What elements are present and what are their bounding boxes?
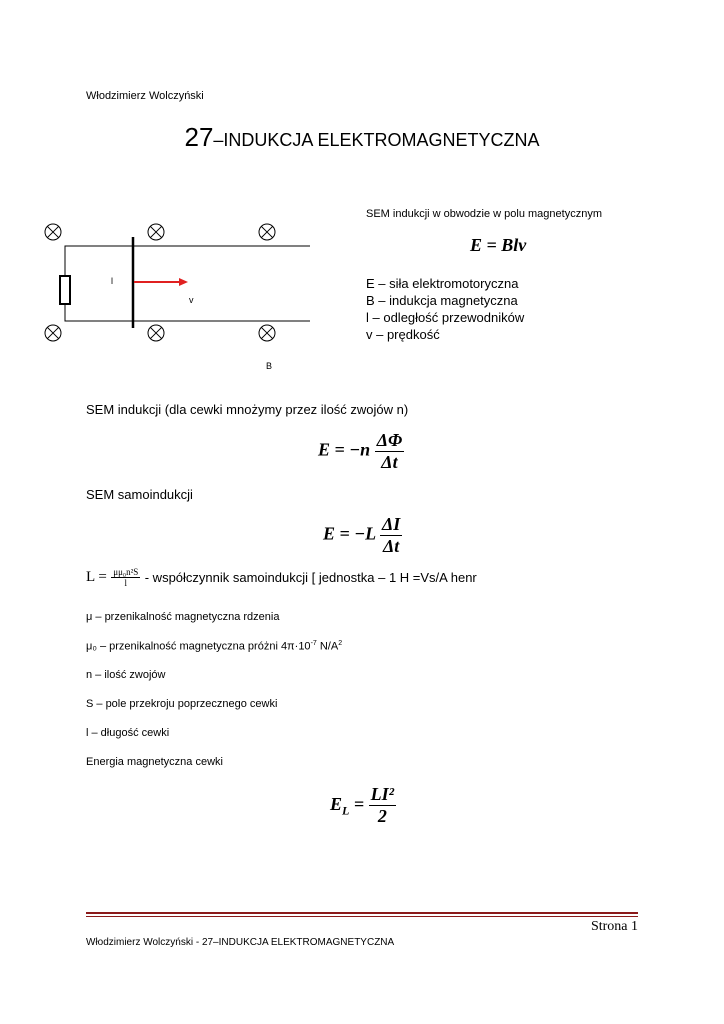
page-number: Strona 1 (590, 919, 638, 934)
definition-mu: μ – przenikalność magnetyczna rdzenia (86, 611, 280, 623)
label-b: B (266, 361, 273, 371)
field-into-page-icon (148, 224, 164, 240)
self-induction-heading: SEM samoindukcji (86, 487, 193, 502)
definition: B – indukcja magnetyczna (366, 293, 518, 308)
footer-rule (86, 912, 638, 914)
fraction: $\frac{\Delta\Phi}{\Delta t}$ (376, 430, 403, 472)
definition: E – siła elektromotoryczna (366, 276, 519, 291)
rails (65, 246, 310, 321)
definition: l – odległość przewodników (366, 310, 525, 325)
footer-text: Włodzimierz Wolczyński - 27–INDUKCJA ELEKTROMAGNETYCZNA (86, 937, 395, 948)
inductance-line (86, 567, 477, 588)
energy-heading: Energia magnetyczna cewki (86, 756, 223, 768)
formula-lhs: L = (86, 569, 107, 585)
formula-self-induction (323, 514, 402, 557)
field-into-page-icon (148, 325, 164, 341)
label-v: v (189, 295, 194, 305)
resistor (60, 276, 70, 304)
page-title (0, 122, 724, 153)
formula-lhs: E = −n (318, 439, 371, 460)
definition-l: l – długość cewki (86, 727, 170, 739)
definition-mu0: μ₀ – przenikalność magnetyczna próżni $4\pi\cdot 10^{-7}$ $N/A^2$ (86, 640, 343, 653)
sem-circuit-heading: SEM indukcji w obwodzie w polu magnetycznym (366, 208, 602, 220)
field-into-page-icon (259, 325, 275, 341)
title-text: –INDUKCJA ELEKTROMAGNETYCZNA (213, 130, 540, 150)
fraction: $\frac{\text{μμ₀n²S}}{l}$ (113, 567, 139, 588)
definition-s: S – pole przekroju poprzecznego cewki (86, 698, 278, 710)
formula-energy (330, 784, 396, 827)
label-l: l (111, 276, 113, 286)
definition-n: n – ilość zwojów (86, 669, 166, 681)
velocity-arrowhead (179, 278, 188, 286)
field-into-page-icon (259, 224, 275, 240)
field-into-page-icon (45, 224, 61, 240)
footer-rule-thin (86, 916, 638, 917)
fraction: $\frac{\Delta I}{\Delta t}$ (382, 514, 401, 556)
field-into-page-icon (45, 325, 61, 341)
title-number: 27 (184, 122, 214, 152)
formula-e-blv: E = Blv (470, 235, 527, 255)
sem-circuit-definitions (366, 275, 524, 343)
inductance-description: - współczynnik samoindukcji [ jednostka – 1 H =Vs/A henr (144, 570, 477, 585)
sem-coil-heading: SEM indukcji (dla cewki mnożymy przez ilość zwojów n) (86, 402, 409, 417)
rail-circuit-diagram (38, 215, 328, 380)
formula-sem-coil (318, 430, 404, 473)
formula-lhs: E = −L (323, 523, 376, 544)
fraction: $\frac{\text{LI²}}{2}$ (370, 784, 395, 826)
definition: v – prędkość (366, 327, 440, 342)
author-header: Włodzimierz Wolczyński (86, 90, 204, 102)
formula-lhs: $E_L$ = (330, 793, 365, 818)
